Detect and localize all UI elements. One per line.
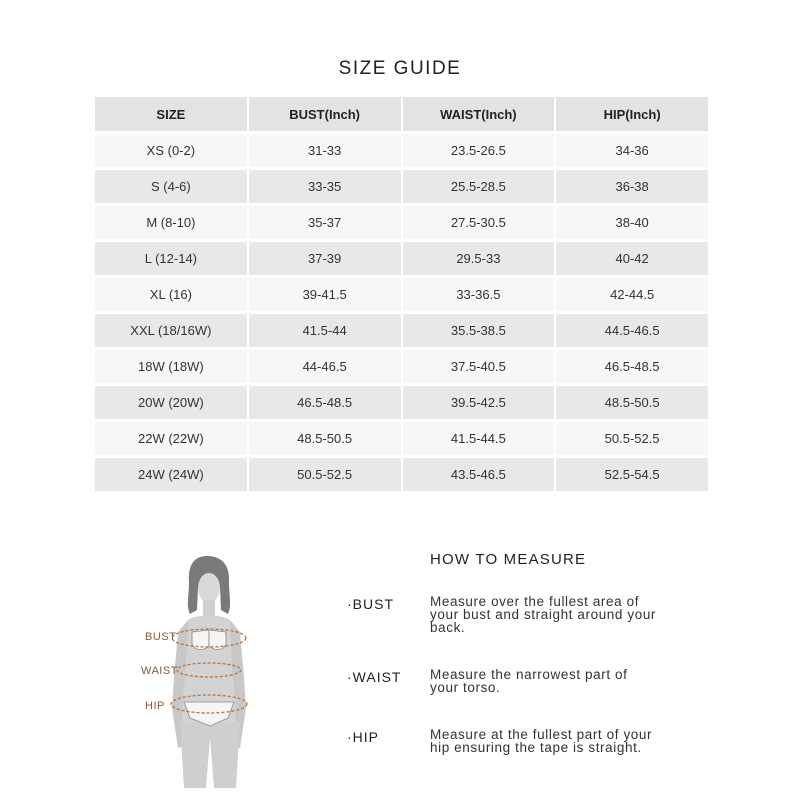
cell-hip: 38-40 — [556, 206, 708, 239]
cell-bust: 39-41.5 — [249, 278, 401, 311]
figure-label-bust: BUST — [145, 631, 177, 643]
cell-size: S (4-6) — [95, 170, 247, 203]
table-row — [95, 422, 708, 455]
cell-bust: 41.5-44 — [249, 314, 401, 347]
table-row — [95, 170, 708, 203]
cell-waist: 29.5-33 — [403, 242, 555, 275]
cell-waist: 37.5-40.5 — [403, 350, 555, 383]
cell-size: XS (0-2) — [95, 134, 247, 167]
cell-size: XXL (18/16W) — [95, 314, 247, 347]
cell-bust: 50.5-52.5 — [249, 458, 401, 491]
cell-bust: 37-39 — [249, 242, 401, 275]
cell-hip: 44.5-46.5 — [556, 314, 708, 347]
measure-desc-waist: Measure the narrowest part of your torso. — [430, 667, 628, 695]
table-row — [95, 350, 708, 383]
cell-hip: 52.5-54.5 — [556, 458, 708, 491]
cell-waist: 33-36.5 — [403, 278, 555, 311]
cell-size: M (8-10) — [95, 206, 247, 239]
cell-waist: 35.5-38.5 — [403, 314, 555, 347]
header-bust: BUST(Inch) — [249, 97, 401, 131]
table-row — [95, 134, 708, 167]
cell-bust: 35-37 — [249, 206, 401, 239]
table-row — [95, 278, 708, 311]
measure-label-waist: ·WAIST — [347, 669, 402, 685]
cell-size: 20W (20W) — [95, 386, 247, 419]
size-table — [93, 94, 710, 494]
cell-size: L (12-14) — [95, 242, 247, 275]
measure-label-bust: ·BUST — [347, 596, 394, 612]
cell-hip: 42-44.5 — [556, 278, 708, 311]
cell-waist: 41.5-44.5 — [403, 422, 555, 455]
cell-waist: 27.5-30.5 — [403, 206, 555, 239]
cell-hip: 36-38 — [556, 170, 708, 203]
cell-hip: 40-42 — [556, 242, 708, 275]
cell-bust: 31-33 — [249, 134, 401, 167]
cell-bust: 44-46.5 — [249, 350, 401, 383]
figure-label-hip: HIP — [145, 700, 165, 712]
size-guide-title: SIZE GUIDE — [338, 58, 462, 79]
cell-size: 22W (22W) — [95, 422, 247, 455]
measure-label-hip: ·HIP — [347, 729, 379, 745]
table-header-row — [95, 97, 708, 131]
table-row — [95, 206, 708, 239]
cell-bust: 48.5-50.5 — [249, 422, 401, 455]
figure-label-waist: WAIST — [141, 665, 178, 677]
cell-bust: 33-35 — [249, 170, 401, 203]
cell-hip: 50.5-52.5 — [556, 422, 708, 455]
how-to-measure-title: HOW TO MEASURE — [430, 551, 587, 568]
header-size: SIZE — [95, 97, 247, 131]
cell-waist: 23.5-26.5 — [403, 134, 555, 167]
cell-size: 24W (24W) — [95, 458, 247, 491]
cell-waist: 39.5-42.5 — [403, 386, 555, 419]
measure-desc-hip: Measure at the fullest part of your hip ensuring the tape is straight. — [430, 727, 653, 755]
cell-size: 18W (18W) — [95, 350, 247, 383]
header-waist: WAIST(Inch) — [403, 97, 555, 131]
cell-hip: 34-36 — [556, 134, 708, 167]
cell-size: XL (16) — [95, 278, 247, 311]
cell-hip: 46.5-48.5 — [556, 350, 708, 383]
cell-hip: 48.5-50.5 — [556, 386, 708, 419]
table-row — [95, 314, 708, 347]
table-row — [95, 242, 708, 275]
header-hip: HIP(Inch) — [556, 97, 708, 131]
cell-waist: 43.5-46.5 — [403, 458, 555, 491]
table-row — [95, 386, 708, 419]
table-row — [95, 458, 708, 491]
measure-desc-bust: Measure over the fullest area of your bust and straight around your back. — [430, 594, 657, 635]
cell-waist: 25.5-28.5 — [403, 170, 555, 203]
cell-bust: 46.5-48.5 — [249, 386, 401, 419]
